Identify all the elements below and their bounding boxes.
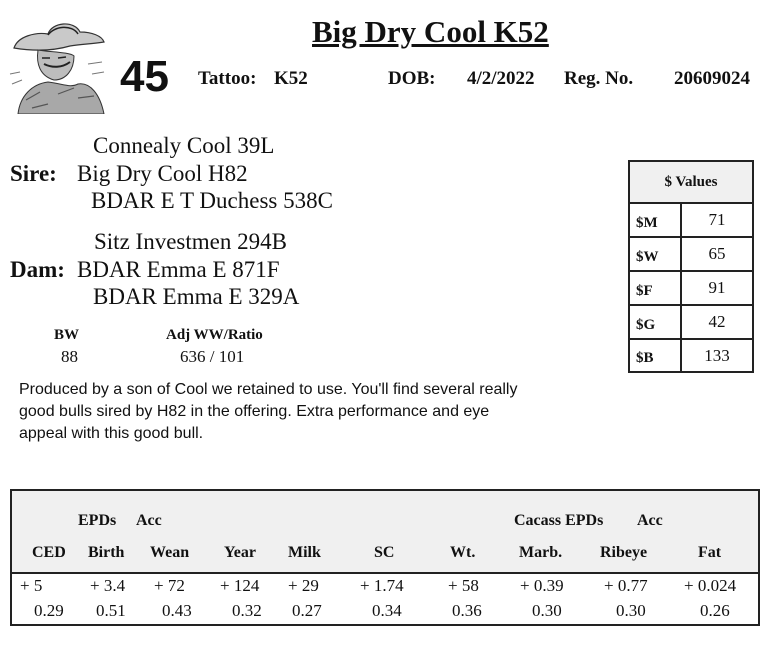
epd-value-sc: + 1.74 [360,576,404,595]
epd-value-ced: + 5 [20,576,43,595]
epd-value-wean: + 72 [154,576,185,595]
col-wean: Wean [150,544,190,561]
description-text: Produced by a son of Cool we retained to use. You'll find several really good bulls sired by H82 in the offering. Extra performance and eye appeal with this good bull. [19,381,518,442]
dollar-value-number: 42 [708,312,726,331]
animal-name-title: Big Dry Cool K52 [312,14,549,49]
col-ced: CED [32,544,66,561]
carcass-epds-group-label: Cacass EPDs [514,512,604,529]
dollar-value-number: 91 [708,278,726,297]
dollar-value-number: 65 [708,244,726,263]
dam-label: Dam: [10,257,65,282]
col-fat: Fat [698,544,722,561]
dollar-value-number: 71 [708,210,726,229]
dob-value: 4/2/2022 [467,68,535,89]
lot-number: 45 [120,52,169,101]
col-sc: SC [374,544,395,561]
dob-label: DOB: [388,68,436,89]
acc-value-ribeye: 0.30 [616,601,646,620]
acc-value-ced: 0.29 [34,601,64,620]
dollar-value-key: $G [630,306,682,338]
acc-value-sc: 0.34 [372,601,402,620]
tattoo-value: K52 [274,68,308,89]
dollar-value-row [630,306,752,340]
tattoo-label: Tattoo: [198,68,257,89]
epds-acc-label: Acc [136,512,162,529]
epd-value-birth: + 3.4 [90,576,126,595]
sire-dam: BDAR E T Duchess 538C [91,188,333,213]
carcass-acc-label: Acc [637,512,663,529]
adjww-value: 636 / 101 [180,347,245,366]
dollar-value-key: $B [630,340,682,371]
dollar-value-key: $M [630,204,682,236]
sire-sire: Connealy Cool 39L [93,133,275,158]
reg-label: Reg. No. [564,68,634,89]
acc-value-wean: 0.43 [162,601,192,620]
sire-label: Sire: [10,161,57,186]
dam-sire: Sitz Investmen 294B [94,229,287,254]
dollar-values-table [628,160,754,373]
col-year: Year [224,544,256,561]
bw-label: BW [54,327,80,343]
epd-value-marb: + 0.39 [520,576,564,595]
acc-value-year: 0.32 [232,601,262,620]
epd-value-wt: + 58 [448,576,479,595]
dollar-value-key: $F [630,272,682,304]
col-birth: Birth [88,544,125,561]
dollar-values-title: $ Values [630,162,752,204]
reg-value: 20609024 [674,68,750,89]
epd-table [10,489,760,626]
epd-value-year: + 124 [220,576,260,595]
cowboy-logo [8,14,106,114]
acc-value-milk: 0.27 [292,601,322,620]
dollar-value-row [630,340,752,371]
acc-value-wt: 0.36 [452,601,482,620]
col-wt: Wt. [450,544,476,561]
dam-dam: BDAR Emma E 329A [93,284,300,309]
col-ribeye: Ribeye [600,544,648,561]
dollar-value-number: 133 [704,345,730,365]
bw-value: 88 [61,347,78,366]
acc-value-fat: 0.26 [700,601,730,620]
col-marb: Marb. [519,544,563,561]
acc-value-birth: 0.51 [96,601,126,620]
epd-value-ribeye: + 0.77 [604,576,648,595]
epd-value-fat: + 0.024 [684,576,737,595]
epd-value-milk: + 29 [288,576,319,595]
dollar-value-row [630,204,752,238]
acc-value-marb: 0.30 [532,601,562,620]
adjww-label: Adj WW/Ratio [166,327,263,343]
dollar-value-row [630,238,752,272]
epds-group-label: EPDs [78,512,117,529]
dollar-value-row [630,272,752,306]
dam-name: BDAR Emma E 871F [77,257,280,282]
dollar-value-key: $W [630,238,682,270]
sire-name: Big Dry Cool H82 [77,161,248,186]
col-milk: Milk [288,544,321,561]
